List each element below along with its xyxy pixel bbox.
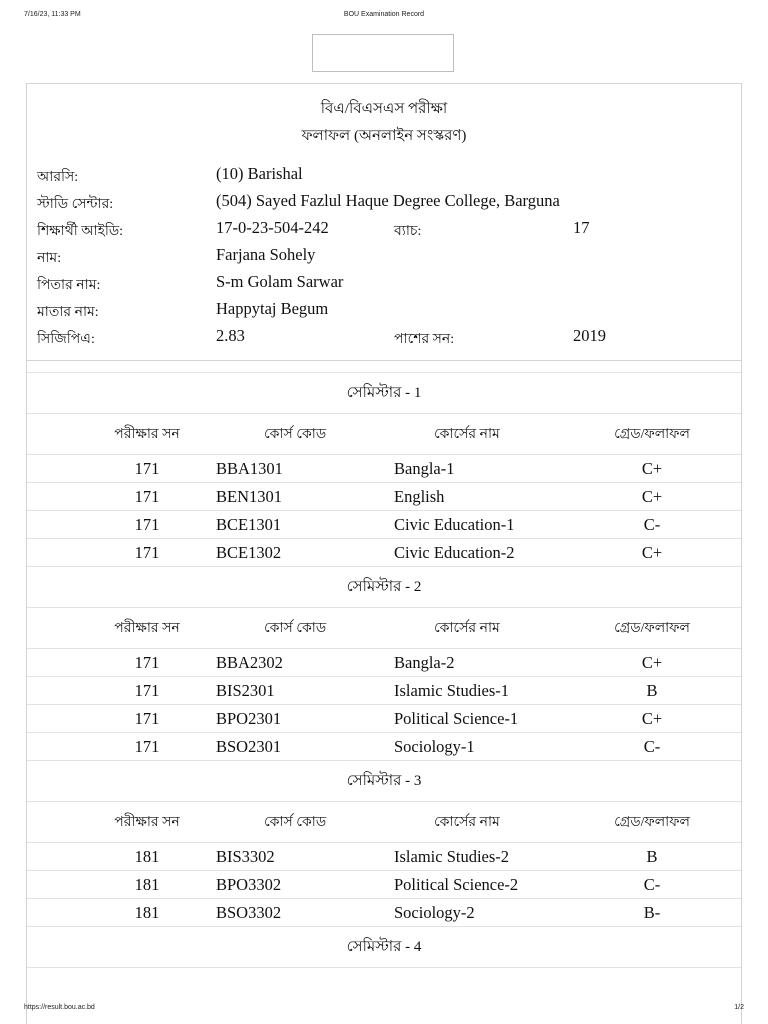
- mother-value: Happytaj Begum: [216, 299, 329, 318]
- study-center-value: (504) Sayed Fazlul Haque Degree College, Barguna: [216, 191, 560, 210]
- course-name-cell: Political Science-1: [394, 708, 519, 728]
- semester-section: [27, 373, 741, 567]
- pass-year-value: 2019: [573, 326, 606, 345]
- table-header: [27, 414, 741, 455]
- semester-title: সেমিস্টার - 3: [27, 761, 741, 802]
- course-name-cell: Islamic Studies-2: [394, 846, 510, 866]
- exam-year-cell: 171: [134, 514, 160, 534]
- table-header: [27, 608, 741, 649]
- course-code-cell: BIS2301: [216, 680, 275, 700]
- cgpa-value: 2.83: [216, 326, 245, 345]
- table-row: [27, 511, 741, 539]
- student-id-row: [27, 215, 741, 242]
- grade-cell: B-: [643, 902, 661, 922]
- table-row: [27, 455, 741, 483]
- course-code-cell: BSO2301: [216, 736, 282, 756]
- semester-section: [27, 927, 741, 968]
- name-label: নাম:: [37, 251, 62, 266]
- course-name-cell: Bangla-1: [394, 458, 455, 478]
- header-course-name: কোর্সের নাম: [434, 427, 500, 442]
- header-exam-year: পরীক্ষার সন: [114, 621, 180, 636]
- table-row: [27, 649, 741, 677]
- name-row: [27, 242, 741, 269]
- course-code-cell: BEN1301: [216, 486, 282, 506]
- exam-year-cell: 181: [134, 846, 160, 866]
- section-divider: [27, 361, 741, 373]
- course-code-cell: BPO2301: [216, 708, 282, 728]
- course-name-cell: Sociology-1: [394, 736, 475, 756]
- study-center-label: স্টাডি সেন্টার:: [37, 197, 114, 212]
- name-value: Farjana Sohely: [216, 245, 316, 264]
- exam-year-cell: 171: [134, 542, 160, 562]
- result-card: [26, 83, 742, 1024]
- grade-cell: C+: [641, 542, 663, 562]
- cgpa-label: সিজিপিএ:: [37, 332, 95, 347]
- batch-value: 17: [573, 218, 590, 237]
- header-course-name: কোর্সের নাম: [434, 621, 500, 636]
- grade-cell: C+: [641, 652, 663, 672]
- print-header: [0, 0, 768, 30]
- table-row: [27, 677, 741, 705]
- student-info: [27, 84, 741, 361]
- result-subtitle: ফলাফল (অনলাইন সংস্করণ): [301, 128, 467, 144]
- father-value: S-m Golam Sarwar: [216, 272, 344, 291]
- exam-year-cell: 171: [134, 458, 160, 478]
- header-exam-year: পরীক্ষার সন: [114, 427, 180, 442]
- course-code-cell: BIS3302: [216, 846, 275, 866]
- header-course-code: কোর্স কোড: [264, 427, 327, 442]
- course-name-cell: Islamic Studies-1: [394, 680, 510, 700]
- table-row: [27, 733, 741, 761]
- student-id-value: 17-0-23-504-242: [216, 218, 329, 237]
- header-exam-year: পরীক্ষার সন: [114, 815, 180, 830]
- mother-label: মাতার নাম:: [37, 305, 99, 320]
- print-footer: [0, 1000, 768, 1024]
- grade-cell: B: [646, 680, 658, 700]
- semester-title: সেমিস্টার - 4: [27, 927, 741, 968]
- print-timestamp: 7/16/23, 11:33 PM: [24, 11, 81, 18]
- study-center-row: [27, 188, 741, 215]
- exam-year-cell: 171: [134, 708, 160, 728]
- table-row: [27, 483, 741, 511]
- grade-cell: C-: [643, 736, 661, 756]
- course-name-cell: Sociology-2: [394, 902, 475, 922]
- course-code-cell: BPO3302: [216, 874, 282, 894]
- grade-cell: B: [646, 846, 658, 866]
- exam-year-cell: 171: [134, 652, 160, 672]
- semester-title: সেমিস্টার - 2: [27, 567, 741, 608]
- logo-placeholder: [312, 34, 454, 72]
- table-row: [27, 539, 741, 567]
- semester-title: সেমিস্টার - 1: [27, 373, 741, 414]
- grade-cell: C+: [641, 708, 663, 728]
- exam-year-cell: 181: [134, 874, 160, 894]
- course-name-cell: Civic Education-1: [394, 514, 515, 534]
- rc-value: (10) Barishal: [216, 164, 303, 183]
- semester-section: [27, 761, 741, 927]
- semester-section: [27, 567, 741, 761]
- header-course-code: কোর্স কোড: [264, 621, 327, 636]
- header-course-code: কোর্স কোড: [264, 815, 327, 830]
- grade-cell: C-: [643, 514, 661, 534]
- course-name-cell: Political Science-2: [394, 874, 519, 894]
- exam-year-cell: 171: [134, 736, 160, 756]
- exam-year-cell: 181: [134, 902, 160, 922]
- grade-cell: C+: [641, 486, 663, 506]
- header-grade: গ্রেড/ফলাফল: [614, 621, 690, 636]
- page-number: 1/2: [734, 1004, 744, 1011]
- course-name-cell: Bangla-2: [394, 652, 455, 672]
- course-code-cell: BSO3302: [216, 902, 282, 922]
- exam-year-cell: 171: [134, 680, 160, 700]
- semester-list: [27, 373, 741, 968]
- table-row: [27, 871, 741, 899]
- course-code-cell: BCE1301: [216, 514, 282, 534]
- pass-year-label: পাশের সন:: [394, 332, 455, 347]
- rc-row: [27, 161, 741, 188]
- batch-label: ব্যাচ:: [394, 224, 422, 239]
- mother-row: [27, 296, 741, 323]
- course-name-cell: English: [394, 486, 445, 506]
- course-code-cell: BBA1301: [216, 458, 283, 478]
- exam-year-cell: 171: [134, 486, 160, 506]
- header-grade: গ্রেড/ফলাফল: [614, 815, 690, 830]
- rc-label: আরসি:: [37, 170, 79, 185]
- course-code-cell: BBA2302: [216, 652, 283, 672]
- father-label: পিতার নাম:: [37, 278, 101, 293]
- table-header: [27, 802, 741, 843]
- grade-cell: C-: [643, 874, 661, 894]
- header-grade: গ্রেড/ফলাফল: [614, 427, 690, 442]
- cgpa-row: [27, 323, 741, 350]
- course-name-cell: Civic Education-2: [394, 542, 515, 562]
- table-row: [27, 705, 741, 733]
- father-row: [27, 269, 741, 296]
- course-code-cell: BCE1302: [216, 542, 282, 562]
- footer-url: https://result.bou.ac.bd: [24, 1004, 95, 1011]
- grade-cell: C+: [641, 458, 663, 478]
- table-row: [27, 843, 741, 871]
- print-title: BOU Examination Record: [343, 11, 425, 18]
- table-row: [27, 899, 741, 927]
- student-id-label: শিক্ষার্থী আইডি:: [37, 224, 124, 239]
- header-course-name: কোর্সের নাম: [434, 815, 500, 830]
- exam-title: বিএ/বিএসএস পরীক্ষা: [320, 101, 448, 117]
